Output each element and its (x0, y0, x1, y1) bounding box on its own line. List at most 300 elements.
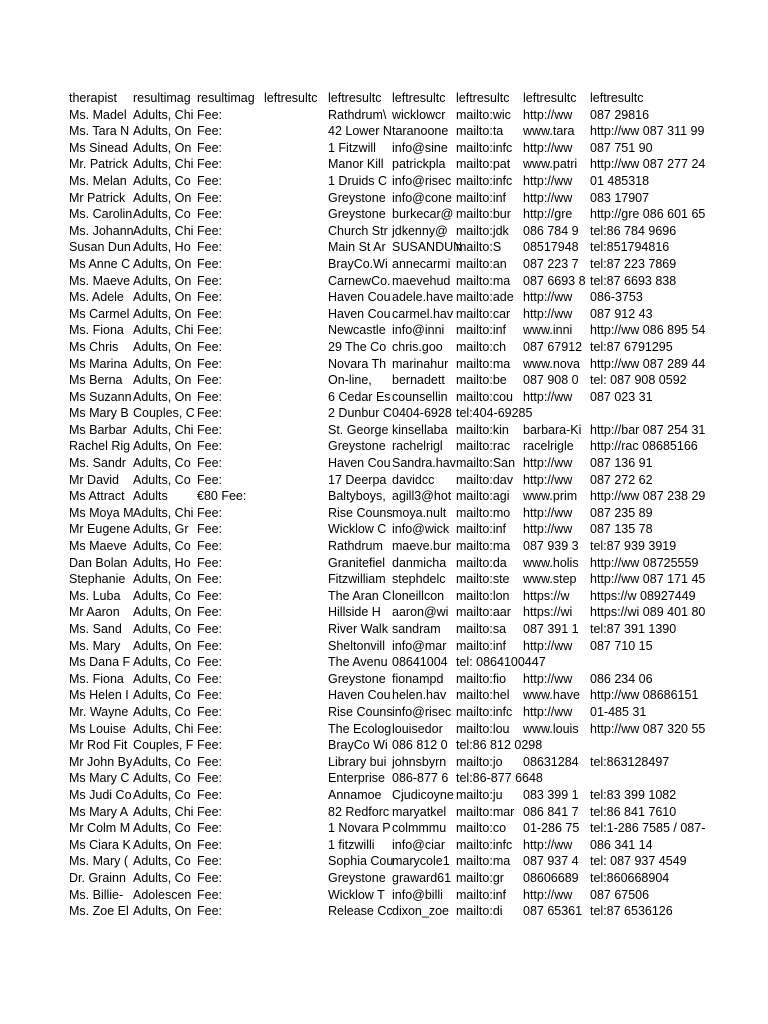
table-cell[interactable]: mailto:an (456, 256, 507, 271)
table-cell[interactable]: Annamoe (328, 787, 382, 802)
table-cell[interactable]: Fee: (197, 804, 223, 819)
table-cell[interactable]: racelrigle (523, 439, 574, 454)
table-cell[interactable]: Adults, On (133, 256, 192, 271)
column-header-cell[interactable]: leftresultc (456, 91, 510, 105)
table-cell[interactable]: Adults, Co (133, 456, 191, 471)
table-cell[interactable]: mailto:fio (456, 671, 507, 686)
table-cell[interactable]: Greystone (328, 190, 386, 205)
table-cell[interactable]: mailto:jdk (456, 223, 509, 238)
table-cell[interactable]: Ms Mary C (69, 771, 130, 786)
table-cell[interactable]: info@risec (392, 704, 452, 719)
table-cell[interactable]: Fee: (197, 389, 223, 404)
table-cell[interactable]: Ms Mary B (69, 406, 129, 421)
table-cell[interactable]: Fee: (197, 140, 223, 155)
table-cell[interactable]: Adults, On (133, 638, 192, 653)
table-cell[interactable]: fionampd (392, 671, 444, 686)
table-cell[interactable]: Church Str (328, 223, 388, 238)
table-cell[interactable]: Adults, Chi (133, 422, 194, 437)
table-cell[interactable]: Fee: (197, 622, 223, 636)
table-cell[interactable]: 087 272 62 (590, 472, 653, 487)
table-cell[interactable]: Greystone (328, 207, 386, 222)
table-cell[interactable]: 08641004 (392, 655, 448, 670)
table-cell[interactable]: Adults, Co (133, 671, 191, 686)
table-cell[interactable]: Adults, Co (133, 821, 191, 836)
column-header-cell[interactable]: resultimag (133, 91, 191, 105)
table-cell[interactable]: Mr John By (69, 754, 133, 769)
table-cell[interactable]: 0404-6928 (392, 406, 452, 421)
table-cell[interactable]: tel: 087 908 0592 (590, 373, 687, 388)
table-cell[interactable]: Fee: (197, 356, 223, 371)
table-cell[interactable]: Dr. Grainn (69, 870, 126, 885)
table-cell[interactable]: Enterprise (328, 771, 385, 786)
table-cell[interactable]: Fee: (197, 173, 223, 188)
table-cell[interactable]: Ms. Tara N (69, 124, 130, 139)
table-cell[interactable]: Adults, Co (133, 704, 191, 719)
table-cell[interactable]: CarnewCo. (328, 273, 391, 288)
table-cell[interactable]: Adults, Chi (133, 323, 194, 338)
table-cell[interactable]: http://ww 087 277 24 (590, 157, 706, 172)
table-cell[interactable]: Fee: (197, 555, 223, 570)
table-cell[interactable]: Rathdrum (328, 539, 383, 554)
table-cell[interactable]: https://w (523, 588, 570, 603)
table-cell[interactable]: rachelrigl (392, 439, 443, 454)
table-cell[interactable]: http://ww (523, 704, 573, 719)
table-cell[interactable]: Adults, Co (133, 207, 191, 222)
table-cell[interactable]: mailto:ade (456, 290, 514, 305)
table-cell[interactable]: tel:86 784 9696 (590, 223, 677, 238)
table-cell[interactable]: mailto:sa (456, 622, 507, 636)
table-cell[interactable]: Newcastle (328, 323, 386, 338)
table-cell[interactable]: Fee: (197, 904, 223, 919)
table-cell[interactable]: Sophia Cou (328, 854, 394, 869)
table-cell[interactable]: Ms Maeve (69, 539, 127, 554)
table-cell[interactable]: counsellin (392, 389, 448, 404)
table-cell[interactable]: info@risec (392, 173, 452, 188)
table-cell[interactable]: Fee: (197, 821, 223, 836)
table-cell[interactable]: 087 67912 (523, 339, 583, 354)
table-cell[interactable]: 01 485318 (590, 173, 650, 188)
table-cell[interactable]: mailto:infc (456, 173, 513, 188)
table-cell[interactable]: Adults, Co (133, 688, 191, 703)
table-cell[interactable]: Rise Couns (328, 704, 393, 719)
table-cell[interactable]: marycole1 (392, 854, 450, 869)
table-cell[interactable]: http://ww (523, 190, 573, 205)
table-cell[interactable]: 01-485 31 (590, 704, 647, 719)
table-cell[interactable]: Adults, Co (133, 622, 191, 636)
table-cell[interactable]: On-line, (328, 373, 372, 388)
table-cell[interactable]: Adults, Chi (133, 804, 194, 819)
table-cell[interactable]: Adults, On (133, 356, 192, 371)
table-cell[interactable]: tel:860668904 (590, 870, 670, 885)
table-cell[interactable]: Ms Judi Co (69, 787, 132, 802)
table-cell[interactable]: tel:87 939 3919 (590, 539, 677, 554)
table-cell[interactable]: tel:87 6791295 (590, 339, 673, 354)
table-cell[interactable]: 087 223 7 (523, 256, 579, 271)
table-cell[interactable]: Adults, On (133, 605, 192, 620)
table-cell[interactable]: loneillcon (392, 588, 445, 603)
table-cell[interactable]: www.tara (523, 124, 575, 139)
table-cell[interactable]: Fee: (197, 837, 223, 852)
table-cell[interactable]: dixon_zoe (392, 904, 449, 919)
table-cell[interactable]: mailto:inf (456, 638, 507, 653)
table-cell[interactable]: Baltyboys, (328, 489, 386, 504)
table-cell[interactable]: www.patri (523, 157, 578, 172)
table-cell[interactable]: stephdelc (392, 572, 446, 587)
table-cell[interactable]: Fee: (197, 572, 223, 587)
table-cell[interactable]: 1 Novara P (328, 821, 391, 836)
table-cell[interactable]: Cjudicoyne (392, 787, 454, 802)
table-cell[interactable]: Ms. Zoe El (69, 904, 129, 919)
table-cell[interactable]: https://w 08927449 (590, 588, 696, 603)
table-cell[interactable]: 087 939 3 (523, 539, 579, 554)
table-cell[interactable]: mailto:bur (456, 207, 511, 222)
table-cell[interactable]: Fee: (197, 373, 223, 388)
table-cell[interactable]: mailto:jo (456, 754, 503, 769)
table-cell[interactable]: Fee: (197, 588, 223, 603)
table-cell[interactable]: Granitefiel (328, 555, 385, 570)
table-cell[interactable]: 82 Redforc (328, 804, 390, 819)
table-cell[interactable]: Ms. Carolin (69, 207, 133, 222)
table-cell[interactable]: tel:86-877 6648 (456, 771, 543, 786)
table-cell[interactable]: tel:86 841 7610 (590, 804, 677, 819)
table-cell[interactable]: 087 6693 8 (523, 273, 586, 288)
table-cell[interactable]: info@cone (392, 190, 452, 205)
table-cell[interactable]: Fee: (197, 870, 223, 885)
table-cell[interactable]: mailto:rac (456, 439, 511, 454)
table-cell[interactable]: 17 Deerpa (328, 472, 387, 487)
table-cell[interactable]: €80 Fee: (197, 489, 247, 504)
table-cell[interactable]: Susan Dun (69, 240, 131, 255)
table-cell[interactable]: Fee: (197, 472, 223, 487)
table-cell[interactable]: 1 Fitzwill (328, 140, 376, 155)
table-cell[interactable]: mailto:ch (456, 339, 507, 354)
table-cell[interactable]: Adults, On (133, 339, 192, 354)
table-cell[interactable]: 087 937 4 (523, 854, 579, 869)
table-cell[interactable]: Fee: (197, 688, 223, 703)
table-cell[interactable]: www.step (523, 572, 577, 587)
table-cell[interactable]: Haven Cou (328, 456, 391, 471)
table-cell[interactable]: 087 710 15 (590, 638, 653, 653)
table-cell[interactable]: Fee: (197, 887, 223, 902)
table-cell[interactable]: mailto:pat (456, 157, 511, 172)
table-cell[interactable]: http://ww (523, 671, 573, 686)
table-cell[interactable]: Ms Ciara K (69, 837, 131, 852)
table-cell[interactable]: http://ww 087 171 45 (590, 572, 706, 587)
column-header-cell[interactable]: resultimag (197, 91, 255, 105)
table-cell[interactable]: Ms Carmel (69, 306, 130, 321)
table-cell[interactable]: info@wick (392, 522, 450, 537)
table-cell[interactable]: tel:87 223 7869 (590, 256, 677, 271)
table-cell[interactable]: Adults, Ho (133, 555, 191, 570)
table-cell[interactable]: carmel.hav (392, 306, 454, 321)
table-cell[interactable]: Adults, On (133, 124, 192, 139)
table-cell[interactable]: Fee: (197, 240, 223, 255)
table-cell[interactable]: Fee: (197, 638, 223, 653)
table-cell[interactable]: patrickpla (392, 157, 446, 172)
table-cell[interactable]: Fitzwilliam (328, 572, 386, 587)
table-cell[interactable]: Adults, Co (133, 588, 191, 603)
table-cell[interactable]: maeve.bur (392, 539, 452, 554)
table-cell[interactable]: Haven Cou (328, 306, 391, 321)
table-cell[interactable]: Ms. Madel (69, 107, 127, 122)
table-cell[interactable]: Dan Bolan (69, 555, 128, 570)
table-cell[interactable]: http://ww 087 238 29 (590, 489, 706, 504)
table-cell[interactable]: Ms. Sand (69, 622, 122, 636)
table-cell[interactable]: Fee: (197, 406, 223, 421)
table-cell[interactable]: Hillside H (328, 605, 381, 620)
table-cell[interactable]: mailto:inf (456, 522, 507, 537)
table-cell[interactable]: bernadett (392, 373, 445, 388)
table-cell[interactable]: mailto:da (456, 555, 507, 570)
table-cell[interactable]: http://gre 086 601 65 (590, 207, 706, 222)
table-cell[interactable]: mailto:ta (456, 124, 504, 139)
table-cell[interactable]: http://ww (523, 173, 573, 188)
table-cell[interactable]: agill3@hot (392, 489, 452, 504)
table-cell[interactable]: mailto:agi (456, 489, 510, 504)
table-cell[interactable]: annecarmi (392, 256, 451, 271)
table-cell[interactable]: Wicklow T (328, 887, 385, 902)
table-cell[interactable]: jdkenny@ (392, 223, 448, 238)
table-cell[interactable]: Adults, Co (133, 754, 191, 769)
table-cell[interactable]: 01-286 75 (523, 821, 580, 836)
table-cell[interactable]: Mr. Wayne (69, 704, 129, 719)
table-cell[interactable]: Mr. Patrick (69, 157, 129, 172)
table-cell[interactable]: 6 Cedar Es (328, 389, 391, 404)
table-cell[interactable]: Adults, Co (133, 472, 191, 487)
table-cell[interactable]: 1 fitzwilli (328, 837, 375, 852)
table-cell[interactable]: 087 908 0 (523, 373, 579, 388)
table-cell[interactable]: Fee: (197, 505, 223, 520)
table-cell[interactable]: mailto:S (456, 240, 502, 255)
table-cell[interactable]: aaron@wi (392, 605, 449, 620)
table-cell[interactable]: Adults, On (133, 140, 192, 155)
table-cell[interactable]: Adults, On (133, 273, 192, 288)
table-cell[interactable]: Fee: (197, 754, 223, 769)
table-cell[interactable]: Rise Couns (328, 505, 393, 520)
table-cell[interactable]: mailto:inf (456, 887, 507, 902)
table-cell[interactable]: Main St Ar (328, 240, 386, 255)
table-cell[interactable]: mailto:aar (456, 605, 511, 620)
table-cell[interactable]: danmicha (392, 555, 447, 570)
table-cell[interactable]: Novara Th (328, 356, 387, 371)
table-cell[interactable]: Ms Marina (69, 356, 128, 371)
table-cell[interactable]: SUSANDUN (392, 240, 463, 255)
table-cell[interactable]: Ms. Mary ( (69, 854, 129, 869)
table-cell[interactable]: Adults, Chi (133, 157, 194, 172)
table-cell[interactable]: http://gre (523, 207, 573, 222)
table-cell[interactable]: Ms. Luba (69, 588, 121, 603)
table-cell[interactable]: Ms. Maeve (69, 273, 131, 288)
table-cell[interactable]: www.louis (523, 721, 579, 736)
table-cell[interactable]: Ms. Sandr (69, 456, 126, 471)
table-cell[interactable]: Fee: (197, 306, 223, 321)
table-cell[interactable]: mailto:ma (456, 539, 511, 554)
table-cell[interactable]: Fee: (197, 605, 223, 620)
table-cell[interactable]: Adults, On (133, 572, 192, 587)
table-cell[interactable]: mailto:mo (456, 505, 511, 520)
table-cell[interactable]: mailto:gr (456, 870, 504, 885)
table-cell[interactable]: louisedor (392, 721, 443, 736)
table-cell[interactable]: St. George (328, 422, 389, 437)
table-cell[interactable]: info@inni (392, 323, 445, 338)
table-cell[interactable]: sandram (392, 622, 441, 636)
table-cell[interactable]: tel: 0864100447 (456, 655, 546, 670)
table-cell[interactable]: http://ww (523, 107, 573, 122)
table-cell[interactable]: The Aran C (328, 588, 392, 603)
table-cell[interactable]: http://ww (523, 887, 573, 902)
table-cell[interactable]: http://ww 087 311 99 (590, 124, 705, 139)
table-cell[interactable]: johnsbyrn (392, 754, 447, 769)
table-cell[interactable]: http://ww (523, 837, 573, 852)
table-cell[interactable]: Fee: (197, 738, 223, 753)
table-cell[interactable]: helen.hav (392, 688, 447, 703)
table-cell[interactable]: Rathdrum\ (328, 107, 387, 122)
table-cell[interactable]: Ms Barbar (69, 422, 127, 437)
table-cell[interactable]: mailto:dav (456, 472, 513, 487)
column-header-cell[interactable]: leftresultc (392, 91, 446, 105)
table-cell[interactable]: info@billi (392, 887, 443, 902)
table-cell[interactable]: 08631284 (523, 754, 579, 769)
table-cell[interactable]: Fee: (197, 256, 223, 271)
table-cell[interactable]: Ms. Billie- (69, 887, 124, 902)
table-cell[interactable]: info@ciar (392, 837, 445, 852)
table-cell[interactable]: info@mar (392, 638, 447, 653)
table-cell[interactable]: tel:86 812 0298 (456, 738, 543, 753)
table-cell[interactable]: mailto:co (456, 821, 507, 836)
table-cell[interactable]: http://ww (523, 522, 573, 537)
table-cell[interactable]: www.holis (523, 555, 579, 570)
table-cell[interactable]: 086 234 06 (590, 671, 653, 686)
table-cell[interactable]: 42 Lower N (328, 124, 392, 139)
table-cell[interactable]: Greystone (328, 671, 386, 686)
table-cell[interactable]: Ms Mary A (69, 804, 129, 819)
table-cell[interactable]: Fee: (197, 771, 223, 786)
table-cell[interactable]: Adults, On (133, 306, 192, 321)
table-cell[interactable]: BrayCo.Wi (328, 256, 388, 271)
table-cell[interactable]: tel:87 391 1390 (590, 622, 677, 636)
table-cell[interactable]: Adults, On (133, 290, 192, 305)
table-cell[interactable]: http://ww 08686151 (590, 688, 699, 703)
table-cell[interactable]: Ms. Melan (69, 173, 127, 188)
table-cell[interactable]: Manor Kill (328, 157, 384, 172)
table-cell[interactable]: mailto:be (456, 373, 507, 388)
table-cell[interactable]: http://ww (523, 389, 573, 404)
table-cell[interactable]: mailto:ma (456, 356, 511, 371)
table-cell[interactable]: Mr Patrick (69, 190, 126, 205)
table-cell[interactable]: 087 912 43 (590, 306, 653, 321)
table-cell[interactable]: Adolescen (133, 887, 192, 902)
table-cell[interactable]: tel:851794816 (590, 240, 670, 255)
table-cell[interactable]: mailto:ma (456, 273, 511, 288)
table-cell[interactable]: Ms Chris (69, 339, 119, 354)
table-cell[interactable]: mailto:San (456, 456, 516, 471)
table-cell[interactable]: Ms Berna (69, 373, 123, 388)
table-cell[interactable]: maevehud (392, 273, 451, 288)
table-cell[interactable]: Adults, Co (133, 173, 191, 188)
table-cell[interactable]: 087 751 90 (590, 140, 653, 155)
table-cell[interactable]: mailto:lou (456, 721, 510, 736)
table-cell[interactable]: Haven Cou (328, 688, 391, 703)
table-cell[interactable]: Ms. Johann (69, 223, 134, 238)
table-cell[interactable]: 087 65361 (523, 904, 583, 919)
table-cell[interactable]: mailto:car (456, 306, 511, 321)
table-cell[interactable]: http://ww (523, 306, 573, 321)
table-cell[interactable]: 083 17907 (590, 190, 650, 205)
table-cell[interactable]: Library bui (328, 754, 387, 769)
table-cell[interactable]: moya.nult (392, 505, 447, 520)
table-cell[interactable]: 086-877 6 (392, 771, 449, 786)
table-cell[interactable]: http://ww 087 320 55 (590, 721, 706, 736)
table-cell[interactable]: Couples, C (133, 406, 195, 421)
table-cell[interactable]: Adults, On (133, 904, 192, 919)
column-header-cell[interactable]: leftresultc (264, 91, 318, 105)
table-cell[interactable]: 1 Druids C (328, 173, 388, 188)
table-cell[interactable]: taranoone (392, 124, 449, 139)
table-cell[interactable]: Mr David (69, 472, 120, 487)
table-cell[interactable]: Ms Anne C (69, 256, 131, 271)
table-cell[interactable]: Greystone (328, 439, 386, 454)
table-cell[interactable]: Adults, Chi (133, 223, 194, 238)
table-cell[interactable]: Fee: (197, 456, 223, 471)
table-cell[interactable]: http://ww (523, 456, 573, 471)
table-cell[interactable]: mailto:wic (456, 107, 511, 122)
table-cell[interactable]: 08517948 (523, 240, 579, 255)
table-cell[interactable]: https://wi 089 401 80 (590, 605, 706, 620)
table-cell[interactable]: Fee: (197, 323, 223, 338)
table-cell[interactable]: burkecar@ (392, 207, 454, 222)
table-cell[interactable]: mailto:ju (456, 787, 503, 802)
table-cell[interactable]: Mr Colm M (69, 821, 131, 836)
table-cell[interactable]: 2 Dunbur C (328, 406, 392, 421)
table-cell[interactable]: http://ww 086 895 54 (590, 323, 706, 338)
table-cell[interactable]: Adults, On (133, 389, 192, 404)
table-cell[interactable]: Ms. Fiona (69, 323, 124, 338)
table-cell[interactable]: Adults, Gr (133, 522, 189, 537)
table-cell[interactable]: BrayCo Wi (328, 738, 388, 753)
table-cell[interactable]: Fee: (197, 439, 223, 454)
table-cell[interactable]: wicklowcr (392, 107, 446, 122)
table-cell[interactable]: Fee: (197, 273, 223, 288)
table-cell[interactable]: 086 341 14 (590, 837, 653, 852)
table-cell[interactable]: Mr Aaron (69, 605, 120, 620)
table-cell[interactable]: Ms Suzann (69, 389, 132, 404)
table-cell[interactable]: Adults, Co (133, 870, 191, 885)
table-cell[interactable]: maryatkel (392, 804, 447, 819)
column-header-cell[interactable]: leftresultc (328, 91, 382, 105)
table-cell[interactable]: Fee: (197, 422, 223, 437)
table-cell[interactable]: Fee: (197, 721, 223, 736)
table-cell[interactable]: River Walk (328, 622, 388, 636)
table-cell[interactable]: http://ww (523, 638, 573, 653)
table-cell[interactable]: www.nova (523, 356, 580, 371)
table-cell[interactable]: Adults, Co (133, 854, 191, 869)
table-cell[interactable]: Fee: (197, 107, 223, 122)
table-cell[interactable]: Greystone (328, 870, 386, 885)
table-cell[interactable]: https://wi (523, 605, 573, 620)
table-cell[interactable]: Adults, Chi (133, 721, 194, 736)
table-cell[interactable]: Mr Eugene (69, 522, 131, 537)
table-cell[interactable]: Fee: (197, 539, 223, 554)
table-cell[interactable]: Wicklow C (328, 522, 387, 537)
table-cell[interactable]: http://rac 08685166 (590, 439, 698, 454)
column-header-cell[interactable]: therapist (69, 91, 117, 105)
table-cell[interactable]: 087 023 31 (590, 389, 653, 404)
table-cell[interactable]: kinsellaba (392, 422, 448, 437)
table-cell[interactable]: Rachel Rig (69, 439, 131, 454)
table-cell[interactable]: http://ww (523, 290, 573, 305)
table-cell[interactable]: 083 399 1 (523, 787, 579, 802)
table-cell[interactable]: 087 67506 (590, 887, 650, 902)
